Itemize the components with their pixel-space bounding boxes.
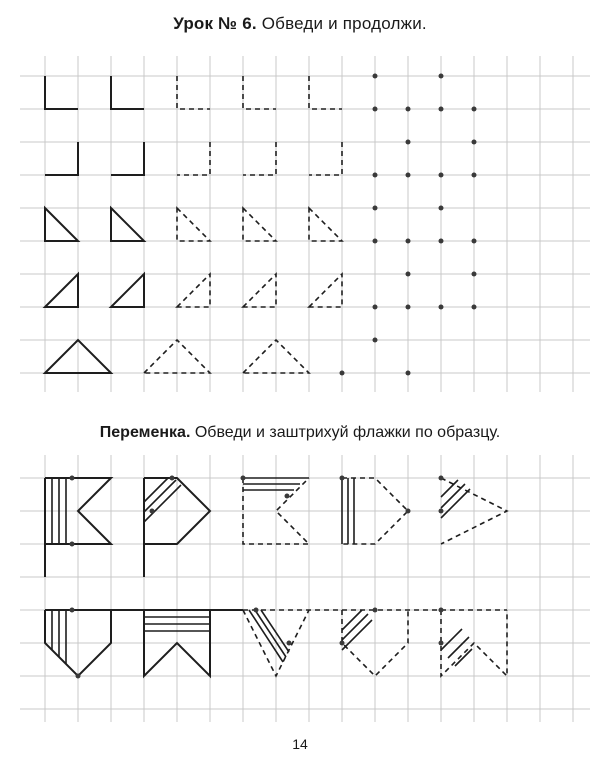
- grid-top: [20, 56, 590, 392]
- dashed-corner: [243, 142, 276, 175]
- dashed-triangle: [309, 274, 342, 307]
- lesson-instruction: Обведи и продолжи.: [261, 14, 427, 33]
- dashed-corner: [309, 142, 342, 175]
- dashed-triangle: [309, 208, 342, 241]
- solid-corner: [45, 76, 78, 109]
- lesson-label: Урок № 6.: [173, 14, 257, 33]
- solid-corner: [45, 142, 78, 175]
- dashed-corner: [177, 76, 210, 109]
- solid-corner: [111, 76, 144, 109]
- break-label: Переменка.: [99, 424, 191, 441]
- grid-bottom: [20, 455, 590, 722]
- solid-triangle: [45, 274, 78, 307]
- dashed-triangle: [177, 274, 210, 307]
- solid-triangle: [111, 274, 144, 307]
- row-1-corner-shapes: [45, 76, 342, 109]
- dashed-corner: [309, 76, 342, 109]
- flag-5-dashed-triangle: [439, 476, 508, 545]
- row-2-corner-shapes: [45, 142, 342, 175]
- dashed-triangle: [243, 274, 276, 307]
- dashed-corner: [177, 142, 210, 175]
- dashed-triangle: [243, 208, 276, 241]
- dashed-corner: [243, 76, 276, 109]
- page-number: 14: [292, 736, 308, 752]
- row-5-wide-triangles: [45, 340, 345, 376]
- solid-corner: [111, 142, 144, 175]
- solid-triangle: [45, 208, 78, 241]
- break-instruction: Обведи и заштрихуй флажки по образцу.: [194, 424, 501, 441]
- solid-triangle: [111, 208, 144, 241]
- flag-3-dashed-swallowtail: [241, 476, 310, 545]
- continuation-dots: [373, 74, 477, 376]
- flag-9-dashed-pointed-bottom: [340, 608, 409, 677]
- guide-dot: [340, 371, 345, 376]
- dashed-triangle: [177, 208, 210, 241]
- row-3-triangles: [45, 208, 342, 241]
- flag-10-dashed-swallowtail-bottom: [439, 608, 508, 677]
- row-4-triangles: [45, 274, 342, 307]
